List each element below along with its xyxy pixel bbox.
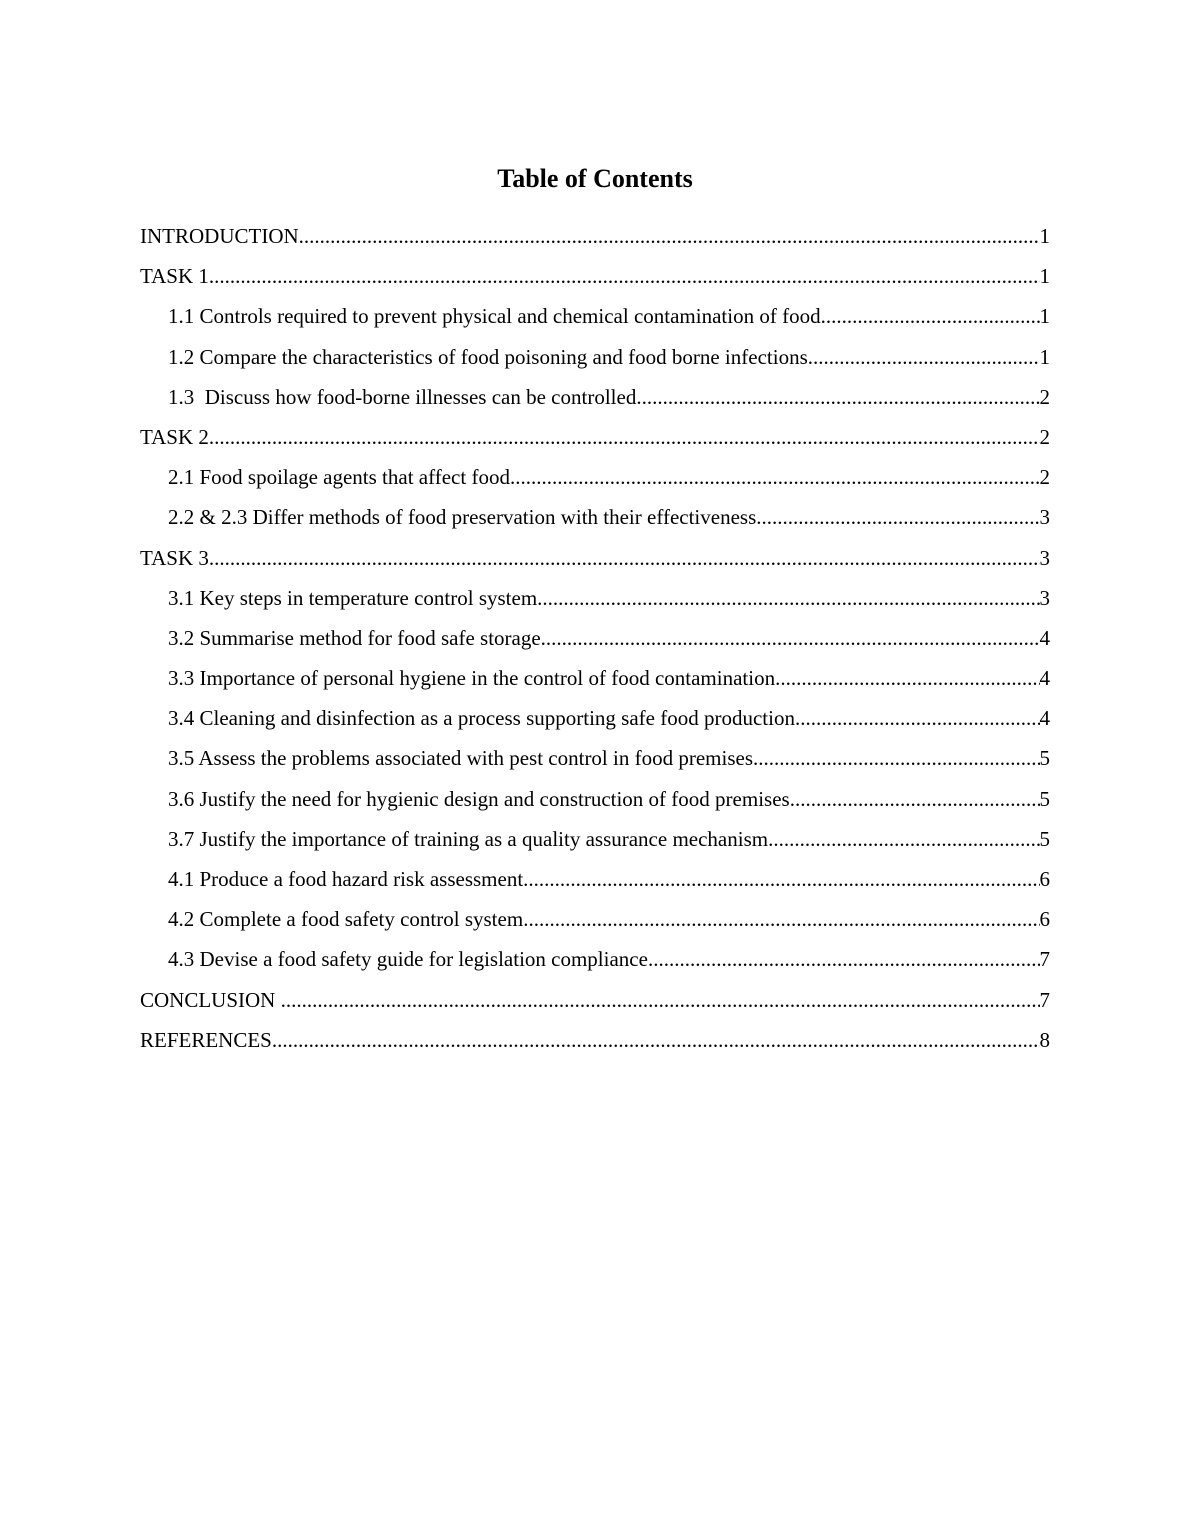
toc-entry-label: 1.2 Compare the characteristics of food poisoning and food borne infections bbox=[168, 344, 808, 369]
toc-entry-4-2[interactable] bbox=[140, 903, 1050, 943]
toc-entry-page: 2 bbox=[1039, 384, 1050, 409]
toc-entry-page: 2 bbox=[1039, 465, 1050, 490]
toc-entry-page: 5 bbox=[1039, 826, 1050, 851]
toc-dot-leader bbox=[775, 662, 1039, 694]
toc-entry-label: INTRODUCTION bbox=[140, 224, 299, 248]
toc-dot-leader bbox=[523, 903, 1039, 935]
toc-entry-label: TASK 3 bbox=[140, 545, 209, 570]
toc-entry-conclusion[interactable] bbox=[140, 984, 1050, 1024]
toc-entry-label: 2.2 & 2.3 Differ methods of food preservation with their effectiveness bbox=[168, 505, 757, 530]
toc-entry-page: 3 bbox=[1039, 545, 1050, 570]
toc-entry-task-1[interactable] bbox=[140, 260, 1050, 300]
toc-dot-leader bbox=[209, 542, 1040, 574]
toc-dot-leader bbox=[808, 341, 1040, 373]
page-title: Table of Contents bbox=[497, 164, 693, 193]
toc-entry-page: 1 bbox=[1039, 304, 1050, 329]
toc-entry-page: 7 bbox=[1039, 947, 1050, 972]
toc-entry-label: 2.1 Food spoilage agents that affect food bbox=[168, 465, 510, 490]
toc-entry-label: 4.3 Devise a food safety guide for legislation compliance bbox=[168, 947, 648, 972]
toc-entry-label: 4.1 Produce a food hazard risk assessment bbox=[168, 867, 524, 891]
toc-entry-page: 5 bbox=[1039, 746, 1050, 771]
toc-dot-leader bbox=[209, 421, 1040, 453]
toc-entry-label: 1.1 Controls required to prevent physical and chemical contamination of food bbox=[168, 304, 821, 329]
toc-entry-label: 3.2 Summarise method for food safe storage bbox=[168, 625, 541, 650]
toc-dot-leader bbox=[795, 702, 1040, 734]
toc-entry-page: 4 bbox=[1039, 666, 1050, 691]
toc-entry-3-6[interactable] bbox=[140, 783, 1050, 823]
toc-entry-label: 3.1 Key steps in temperature control system bbox=[168, 585, 538, 610]
toc-dot-leader bbox=[541, 622, 1040, 654]
toc-entry-label: 3.6 Justify the need for hygienic design and construction of food premises bbox=[168, 786, 790, 811]
toc-entry-3-1[interactable] bbox=[140, 582, 1050, 622]
toc-entry-task-3[interactable] bbox=[140, 542, 1050, 582]
toc-dot-leader bbox=[753, 742, 1040, 774]
toc-entry-label: TASK 1 bbox=[140, 264, 209, 289]
toc-entry-references[interactable] bbox=[140, 1024, 1050, 1064]
toc-entry-page: 6 bbox=[1039, 867, 1050, 891]
toc-entry-label: 3.7 Justify the importance of training as a quality assurance mechanism bbox=[168, 826, 769, 851]
toc-dot-leader bbox=[510, 461, 1040, 493]
toc-entry-4-1[interactable] bbox=[140, 863, 1050, 903]
toc-entry-introduction[interactable] bbox=[140, 220, 1050, 260]
toc-entry-label: 3.3 Importance of personal hygiene in the control of food contamination bbox=[168, 666, 776, 691]
toc-entry-3-5[interactable] bbox=[140, 742, 1050, 782]
toc-entry-1-1[interactable] bbox=[140, 300, 1050, 340]
toc-entry-label: 1.3 Discuss how food-borne illnesses can be controlled bbox=[168, 384, 637, 409]
toc-entry-3-2[interactable] bbox=[140, 622, 1050, 662]
toc-entry-page: 4 bbox=[1039, 706, 1050, 731]
toc-entry-2-1[interactable] bbox=[140, 461, 1050, 501]
toc-dot-leader bbox=[648, 943, 1040, 975]
toc-entry-3-3[interactable] bbox=[140, 662, 1050, 702]
toc-dot-leader bbox=[790, 783, 1040, 815]
toc-entry-label: REFERENCES bbox=[140, 1027, 272, 1052]
toc-dot-leader bbox=[523, 863, 1039, 895]
toc-entry-page: 1 bbox=[1039, 264, 1050, 289]
toc-dot-leader bbox=[768, 823, 1039, 855]
toc-dot-leader bbox=[209, 260, 1040, 292]
toc-entry-4-3[interactable] bbox=[140, 943, 1050, 983]
toc-entry-2-2[interactable] bbox=[140, 501, 1050, 541]
toc-entry-3-4[interactable] bbox=[140, 702, 1050, 742]
toc-dot-leader bbox=[281, 984, 1040, 1016]
toc-entry-page: 7 bbox=[1039, 987, 1050, 1012]
toc-entry-task-2[interactable] bbox=[140, 421, 1050, 461]
toc-dot-leader bbox=[537, 582, 1039, 614]
toc-entry-label: TASK 2 bbox=[140, 424, 209, 449]
toc-entry-page: 2 bbox=[1039, 424, 1050, 449]
toc-entry-label: 3.5 Assess the problems associated with pest control in food premises bbox=[168, 746, 753, 771]
toc-entry-3-7[interactable] bbox=[140, 823, 1050, 863]
toc-entry-label: 4.2 Complete a food safety control system bbox=[168, 907, 524, 932]
toc-dot-leader bbox=[636, 381, 1039, 413]
toc-entry-label: CONCLUSION bbox=[140, 987, 281, 1012]
toc-dot-leader bbox=[756, 501, 1039, 533]
toc-entry-page: 3 bbox=[1039, 505, 1050, 530]
toc-entry-page: 8 bbox=[1039, 1027, 1050, 1052]
toc-entry-page: 1 bbox=[1039, 344, 1050, 369]
toc-entry-1-3[interactable] bbox=[140, 381, 1050, 421]
toc-dot-leader bbox=[821, 300, 1040, 332]
toc-entry-page: 4 bbox=[1039, 625, 1050, 650]
toc-entry-page: 1 bbox=[1039, 224, 1050, 248]
toc-dot-leader bbox=[299, 220, 1040, 252]
toc-entry-page: 3 bbox=[1039, 585, 1050, 610]
toc-entry-label: 3.4 Cleaning and disinfection as a process supporting safe food production bbox=[168, 706, 795, 731]
toc-list bbox=[140, 220, 1050, 1064]
toc-dot-leader bbox=[272, 1024, 1040, 1056]
toc-entry-page: 6 bbox=[1039, 907, 1050, 932]
toc-entry-1-2[interactable] bbox=[140, 341, 1050, 381]
toc-entry-page: 5 bbox=[1039, 786, 1050, 811]
